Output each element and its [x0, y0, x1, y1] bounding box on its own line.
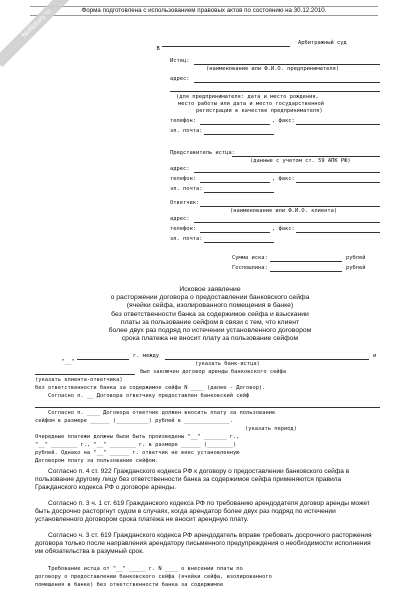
defendant-block — [170, 200, 380, 248]
representative-phone-label: телефон: — [170, 176, 196, 182]
defendant-email-line[interactable] — [204, 242, 274, 243]
period-hint: (указать период) — [245, 426, 297, 432]
contract-between-label: г. между — [133, 353, 159, 359]
plaintiff-fax-line[interactable] — [296, 124, 380, 125]
representative-hint: (данные с учетом ст. 59 АПК РФ) — [250, 158, 351, 164]
defendant-name-line[interactable] — [200, 206, 380, 207]
bank-hint: (указать банк-истца) — [195, 361, 260, 367]
title-line-1: Исковое заявление — [179, 286, 241, 293]
representative-address-label: адрес: — [170, 166, 190, 172]
plaintiff-address-line[interactable] — [194, 82, 380, 83]
form-source-notice: Форма подготовлена с использованием правовых актов по состоянию на 30.12.2010. — [30, 6, 378, 16]
representative-block — [170, 150, 380, 198]
court-suffix: Арбитражный суд — [298, 40, 347, 46]
bank-line[interactable] — [165, 359, 369, 360]
body-line-15: помещения в банке) без ответственности банка за содержимое — [35, 582, 224, 588]
body-line-5: без ответственности банка за содержимое сейфа N ____ (далее - Договор). — [35, 385, 266, 391]
plaintiff-fax-label: , факс: — [272, 118, 295, 124]
paragraph-art-922: Согласно п. 4 ст. 922 Гражданского кодекса РФ к договору о предоставлении банковского сейфа в пользование другому лицу без ответственности банка за содержимое сейфа применяются правила Гражданского кодекса РФ о договоре аренды. — [35, 468, 350, 492]
watermark-ribbon: NoNotary.ru — [0, 0, 80, 67]
title-line-4: без ответственности банка за содержимое сейфа и взыскании — [111, 310, 309, 318]
plaintiff-email-line[interactable] — [204, 134, 274, 135]
plaintiff-birth-hint-3: регистрации в качестве предпринимателя) — [196, 108, 323, 114]
safe-description-line[interactable] — [35, 407, 380, 408]
body-line-12: Договором плату за пользование сейфом. — [35, 458, 159, 464]
body-line-11: рублей. Однако на "__" ______ г. ответчик не внес установленную — [35, 450, 240, 456]
claim-duty-line[interactable] — [270, 271, 342, 272]
contract-and-label: и — [373, 353, 377, 359]
defendant-address-label: адрес: — [170, 216, 190, 222]
defendant-hint: (наименование или Ф.И.О. клиента) — [230, 208, 338, 214]
claim-block — [170, 255, 380, 277]
paragraph-art-619-ch3: Согласно ч. 3 ст. 619 Гражданского кодекса РФ арендодатель вправе требовать досрочного расторжения договора только после направления арендатору письменного предупреждения о необходимости исполнения им обязательства в разумный срок. — [35, 532, 372, 556]
client-hint: (указать клиента-ответчика) — [35, 377, 123, 383]
claim-duty-currency: рублей — [346, 265, 366, 271]
court-name-blank[interactable] — [162, 46, 290, 47]
representative-email-line[interactable] — [204, 192, 274, 193]
defendant-address-line[interactable] — [194, 222, 380, 223]
plaintiff-extra-line[interactable] — [170, 91, 380, 92]
defendant-phone-line[interactable] — [200, 232, 270, 233]
body-line-13: Требование истца от "__" _____ г. N ____ о внесении платы по — [48, 566, 243, 572]
plaintiff-phone-label: телефон: — [170, 118, 196, 124]
body-line-9: Очередные платежи должны были быть произведены "__" _______ г., — [35, 434, 240, 440]
title-line-3: (ячейки сейфа, изолированного помещения в банке) — [126, 302, 294, 310]
plaintiff-name-hint: (наименование или Ф.И.О. предпринимателя) — [206, 66, 340, 72]
defendant-label: Ответчик: — [170, 200, 200, 206]
representative-fax-line[interactable] — [296, 182, 380, 183]
claim-sum-label: Сумма иска: — [232, 255, 268, 261]
client-line[interactable] — [35, 374, 135, 375]
plaintiff-phone-line[interactable] — [200, 124, 270, 125]
title-line-2: о расторжении договора о предоставлении банковского сейфа — [110, 294, 310, 302]
representative-fax-label: , факс: — [272, 176, 295, 182]
body-line-14: договору о предоставлении банковского сейфа (ячейки сейфа, изолированного — [35, 574, 272, 580]
court-prefix: В — [156, 46, 160, 52]
contract-date-quote: "__" — [61, 359, 75, 365]
body-line-8: сейфом в размере ______ (__________) рублей в ______________. — [35, 418, 233, 424]
contract-concluded: был заключен договор аренды банковского сейфа — [140, 369, 287, 375]
title-line-6: более двух раз подряд по истечении установленного договором — [108, 327, 312, 335]
plaintiff-name-line[interactable] — [194, 64, 380, 65]
plaintiff-block — [170, 54, 380, 144]
representative-label: Представитель истца: — [170, 150, 235, 156]
plaintiff-email-label: эл. почта: — [170, 128, 203, 134]
claim-duty-label: Госпошлина: — [232, 265, 268, 271]
representative-email-label: эл. почта: — [170, 186, 203, 192]
body-line-7: Согласно п. ____ Договора ответчик должен вносить плату за пользование — [48, 410, 276, 416]
defendant-phone-label: телефон: — [170, 226, 196, 232]
body-line-10: "__" ________ г., "__" ________ г. в размере ______ (________) — [35, 442, 237, 448]
defendant-email-label: эл. почта: — [170, 236, 203, 242]
title-line-7: срока платежа не вносит плату за пользование сейфом — [121, 335, 299, 343]
title-line-5: платы за пользование сейфом в связи с тем, что клиент — [120, 318, 300, 326]
claim-sum-line[interactable] — [270, 261, 342, 262]
plaintiff-address-label: адрес: — [170, 76, 190, 82]
representative-address-line[interactable] — [194, 172, 380, 173]
defendant-fax-label: , факс: — [272, 226, 295, 232]
plaintiff-birth-hint-2: место работы или дата и место государственной — [178, 101, 325, 107]
representative-name-line[interactable] — [232, 156, 380, 157]
defendant-fax-line[interactable] — [296, 232, 380, 233]
document-title — [0, 286, 420, 343]
claim-sum-currency: рублей — [346, 255, 366, 261]
paragraph-art-619-p3: Согласно п. 3 ч. 1 ст. 619 Гражданского кодекса РФ по требованию арендодателя договор аренды может быть досрочно расторгнут судом в случаях, когда арендатор более двух раз подряд по истечении установленного договором срока платежа не вносит арендную плату. — [35, 500, 370, 524]
plaintiff-label: Истец: — [170, 58, 190, 64]
representative-phone-line[interactable] — [200, 182, 270, 183]
contract-date-line[interactable] — [77, 359, 129, 360]
plaintiff-birth-hint-1: (для предпринимателя: дата и место рождения, — [176, 94, 319, 100]
body-line-6: Согласно п. __ Договора ответчику предоставлен банковский сейф — [48, 393, 250, 399]
